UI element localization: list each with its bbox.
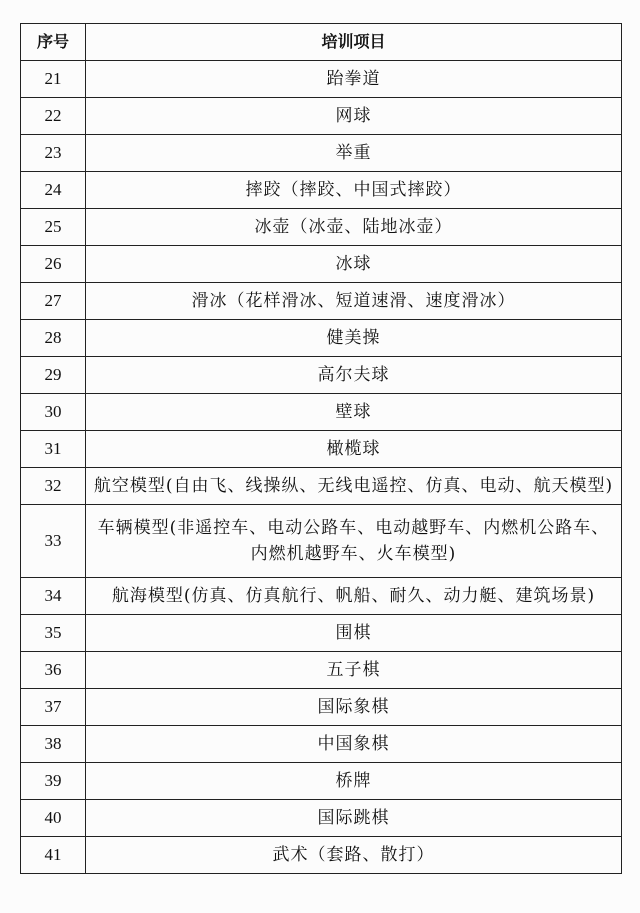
row-number: 23 [21,135,86,172]
row-number: 36 [21,652,86,689]
row-item: 高尔夫球 [86,357,622,394]
table-row [21,283,622,320]
table-header [21,24,622,61]
row-number: 26 [21,246,86,283]
row-item: 健美操 [86,320,622,357]
training-items-table [20,23,622,874]
row-item: 滑冰（花样滑冰、短道速滑、速度滑冰） [86,283,622,320]
row-item: 壁球 [86,394,622,431]
table-row [21,689,622,726]
row-item-line-2: 内燃机越野车、火车模型) [250,544,457,564]
table-row [21,615,622,652]
table-row [21,578,622,615]
row-number: 22 [21,98,86,135]
row-item: 国际象棋 [86,689,622,726]
row-number: 29 [21,357,86,394]
row-item [86,505,622,578]
table-row [21,763,622,800]
row-number: 37 [21,689,86,726]
header-number: 序号 [21,24,86,61]
table-row [21,726,622,763]
row-number: 35 [21,615,86,652]
row-item: 举重 [86,135,622,172]
table-row [21,320,622,357]
row-number: 28 [21,320,86,357]
table-row [21,652,622,689]
row-number: 31 [21,431,86,468]
row-number: 21 [21,61,86,98]
row-item: 航空模型(自由飞、线操纵、无线电遥控、仿真、电动、航天模型) [86,468,622,505]
row-item: 航海模型(仿真、仿真航行、帆船、耐久、动力艇、建筑场景) [86,578,622,615]
row-item: 围棋 [86,615,622,652]
row-item: 武术（套路、散打） [86,837,622,874]
header-row [21,24,622,61]
row-number: 41 [21,837,86,874]
table-body [21,61,622,874]
row-number: 39 [21,763,86,800]
row-item: 中国象棋 [86,726,622,763]
row-number: 25 [21,209,86,246]
table-row [21,135,622,172]
row-number: 32 [21,468,86,505]
row-item: 橄榄球 [86,431,622,468]
row-number: 38 [21,726,86,763]
row-item-line-1: 车辆模型(非遥控车、电动公路车、电动越野车、内燃机公路车、 [97,518,610,538]
row-item: 国际跳棋 [86,800,622,837]
row-number: 24 [21,172,86,209]
table-row [21,61,622,98]
table-row [21,357,622,394]
row-item: 网球 [86,98,622,135]
row-item: 跆拳道 [86,61,622,98]
header-item: 培训项目 [86,24,622,61]
row-number: 30 [21,394,86,431]
row-item: 冰球 [86,246,622,283]
table-row [21,800,622,837]
row-item: 冰壶（冰壶、陆地冰壶） [86,209,622,246]
row-number: 34 [21,578,86,615]
table-row [21,98,622,135]
table-row [21,209,622,246]
row-item: 五子棋 [86,652,622,689]
row-number: 33 [21,505,86,578]
row-item: 桥牌 [86,763,622,800]
table-row [21,505,622,578]
table-row [21,394,622,431]
table-row [21,172,622,209]
row-item: 摔跤（摔跤、中国式摔跤） [86,172,622,209]
row-number: 27 [21,283,86,320]
row-number: 40 [21,800,86,837]
table-row [21,246,622,283]
table-row [21,431,622,468]
table-row [21,837,622,874]
table-row [21,468,622,505]
